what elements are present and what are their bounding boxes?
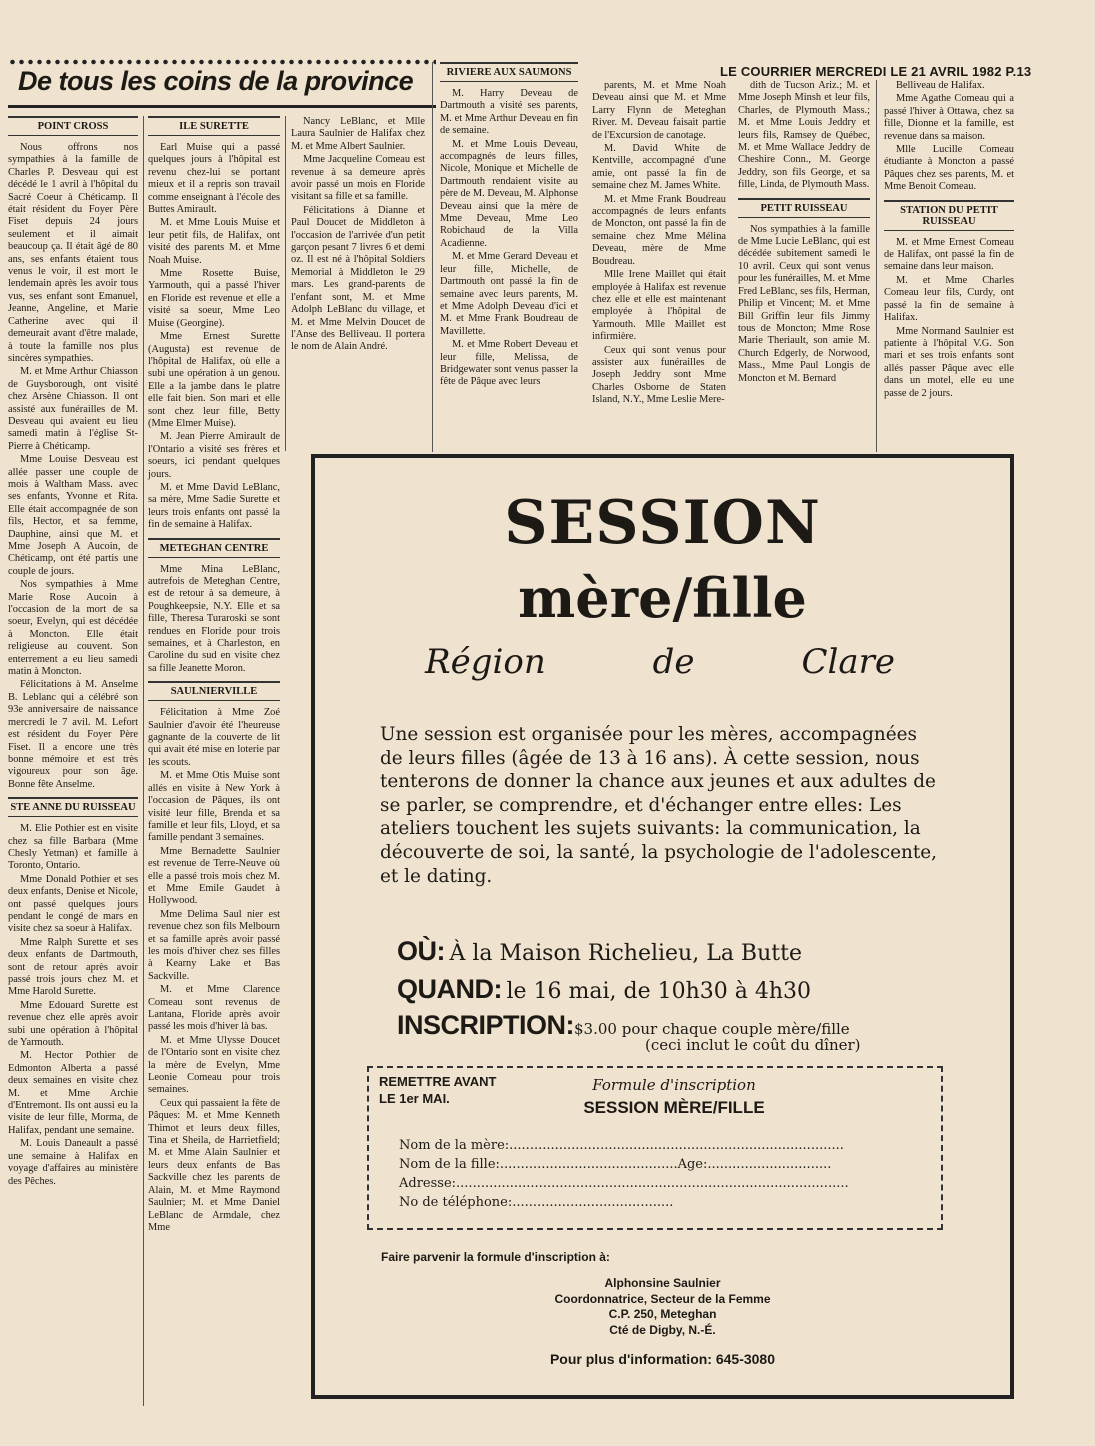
news-paragraph: Mme Edouard Surette est revenue chez elle après avoir subi une opération à l'hôpital de Yarmouth.	[8, 999, 138, 1049]
column-6	[738, 80, 870, 386]
news-paragraph: Nancy LeBlanc, et Mlle Laura Saulnier de Halifax chez M. et Mme Albert Saulnier.	[291, 116, 425, 152]
news-paragraph: M. Elie Pothier est en visite chez sa fille Barbara (Mme Chesly Yetman) et famille à Toronto, Ontario.	[8, 823, 138, 872]
column-2	[148, 116, 280, 1235]
section-heading: STATION DU PETIT RUISSEAU	[884, 200, 1014, 231]
news-paragraph: M. et Mme David LeBlanc, sa mère, Mme Sadie Surette et leurs trois enfants ont passé la fin de semaine à Halifax.	[148, 481, 280, 531]
column-5	[592, 80, 726, 408]
session-ad	[311, 454, 1014, 1399]
section-heading: METEGHAN CENTRE	[148, 538, 280, 558]
news-paragraph: M. et Mme Ernest Comeau de Halifax, ont passé la fin de semaine dans leur maison.	[884, 236, 1014, 273]
news-paragraph: M. et Mme Gerard Deveau et leur fille, Michelle, de Dartmouth ont passé la fin de semaine avec leurs parents, M. et Mme Adolph Deveau d'ici et M. et Mme Frank Boudreau de Mavillette.	[440, 251, 578, 337]
daughter-name-field[interactable]: Nom de la fille:...........................................Age:..............................	[399, 1157, 832, 1172]
section-heading: ILE SURETTE	[148, 116, 280, 136]
news-paragraph: Nos sympathies à Mme Marie Rose Aucoin à l'occasion de la mort de sa soeur, Evelyn, qui est décédée à Moncton. Elle était religieuse au couvent. Son enterrement a eu lieu samedi matin à Moncton.	[8, 579, 138, 678]
mother-name-field[interactable]: Nom de la mère:.................................................................................	[399, 1138, 844, 1153]
news-paragraph: M. et Mme Charles Comeau leur fils, Curdy, ont passé la fin de semaine à Halifax.	[884, 274, 1014, 324]
section-heading: SAULNIERVILLE	[148, 681, 280, 701]
section-heading: RIVIERE AUX SAUMONS	[440, 62, 578, 82]
section-heading: STE ANNE DU RUISSEAU	[8, 797, 138, 817]
news-paragraph: Earl Muise qui a passé quelques jours à l'hôpital est revenu chez-lui se portant mieux et il a repris son travail comme enseignant à l'école des Buttes Amirault.	[148, 142, 280, 216]
ad-body: Une session est organisée pour les mères, accompagnées de leurs filles (âgée de 13 à 16 ans). À cette session, nous tenterons de donner la chance aux jeunes et aux adultes de se parler, se comprendre, et d'échanger entre elles: Les ateliers touchent les sujets suivants: la communication, la découverte de soi, la santé, la psychologie de l'adolescente, et le dating.	[380, 724, 937, 887]
news-paragraph: Mme Rosette Buise, Yarmouth, qui a passé l'hiver en Floride est revenue et elle a visité sa soeur, Mme Leo Muise (Georgine).	[148, 268, 280, 329]
news-paragraph: Nous offrons nos sympathies à la famille de Charles P. Desveau qui est décédé le 1 avril à l'hôpital du Sacré Coeur à Chéticamp. Il était résident du Foyer Père Fiset depuis 24 jours seulement et il aimait beaucoup ça. Il était âgé de 80 ans, ses enfants étaient tous venus le voir, il est mort le lendemain après les avoir tous vus, ses enfant sont Emanuel, Jeanne, Angeline, et Marie Catherine avec qui il demeurait avant d'être malade, à toute la famille nos plus sincères sympathies.	[8, 142, 138, 364]
page-id: LE COURRIER MERCREDI LE 21 AVRIL 1982 P.13	[720, 64, 1032, 79]
news-paragraph: Ceux qui sont venus pour assister aux funérailles de Joseph Jeddry sont Mme Charles Osborne de Staten Island, N.Y., Mme Leslie Mere-	[592, 344, 726, 406]
news-paragraph: Mme Mina LeBlanc, autrefois de Meteghan Centre, est de retour à sa demeure, à Poughkeepsie, N.Y. Elle et sa fille, Theresa Turaroski se sont rendues en Floride pour trois semaines, et à Charleston, en Caroline du sud en visite chez sa fille Jeanette Moron.	[148, 563, 280, 674]
news-paragraph: Félicitations à M. Anselme B. Leblanc qui a célébré son 93e anniversaire de naissance mercredi le 7 avil. M. Lefort est résident du Foyer Père Fiset. Il a encore une très bonne mémoire et est très vigoureux pour son âge. Bonne fête Anselme.	[8, 679, 138, 790]
masthead-rule	[8, 105, 436, 108]
form-subtitle: SESSION MÈRE/FILLE	[583, 1098, 765, 1117]
news-paragraph: parents, M. et Mme Noah Deveau ainsi que M. et Mme Larry Flynn de Meteghan River. M. Deveau faisait partie de l'Excursion de canotage.	[592, 80, 726, 141]
column-rule	[143, 116, 144, 1406]
phone-field[interactable]: No de téléphone:.......................................	[399, 1195, 674, 1210]
news-paragraph: Mme Jacqueline Comeau est revenue à sa demeure après avoir passé un mois en Floride visitant sa fille et sa famille.	[291, 154, 425, 203]
news-paragraph: Mme Delima Saul nier est revenue chez son fils Melbourn et sa famille après avoir passé les mois d'hiver chez ses filles à Kearny Lake et Bas Sackville.	[148, 908, 280, 982]
ad-when: QUAND: le 16 mai, de 10h30 à 4h30	[397, 974, 812, 1004]
ad-registration-note: (ceci inclut le coût du dîner)	[645, 1036, 861, 1054]
news-paragraph: M. et Mme Frank Boudreau accompagnés de leurs enfants de Moncton, ont passé la fin de semaine chez Mme Mélina Deveau, mère de Mme Boudreau.	[592, 193, 726, 267]
registration-form	[367, 1066, 943, 1230]
column-7	[884, 80, 1014, 401]
news-paragraph: Mme Donald Pothier et ses deux enfants, Denise et Nicole, ont passé quelques jours pendant le congé de mars en visite chez sa soeur à Halifax.	[8, 873, 138, 935]
news-paragraph: Mme Ralph Surette et ses deux enfants de Dartmouth, sont de retour après avoir passé trois jours chez M. et Mme Harold Surette.	[8, 936, 138, 998]
news-paragraph: Mme Bernadette Saulnier est revenue de Terre-Neuve où elle a passé trois mois chez M. et Mme Emile Gaudet à Hollywood.	[148, 845, 280, 907]
ad-where: OÙ: À la Maison Richelieu, La Butte	[397, 936, 802, 966]
news-paragraph: M. Harry Deveau de Dartmouth a visité ses parents, M. et Mme Arthur Deveau en fin de semaine.	[440, 88, 578, 137]
news-paragraph: M. Louis Daneault a passé une semaine à Halifax en voyage d'affaires au ministère des Pêches.	[8, 1138, 138, 1187]
news-paragraph: Félicitation à Mme Zoé Saulnier d'avoir été l'heureuse gagnante de la couverte de lit qui avait été mise en loterie par les scouts.	[148, 707, 280, 768]
contact-address: Alphonsine Saulnier Coordonnatrice, Secteur de la Femme C.P. 250, Meteghan Cté de Digby, N.-É.	[554, 1276, 771, 1337]
news-paragraph: Mme Louise Desveau est allée passer une couple de mois à Waltham Mass. avec ses enfants, Yvonne et Rita. Elle était accompagnée de son fils, Hector, et sa femme, Dauphine, ainsi que M. et Mme Joseph A Aucoin, de Chéticamp, ont été partis une couple de jours.	[8, 454, 138, 577]
ad-title: SESSION	[504, 488, 821, 558]
more-info: Pour plus d'information: 645-3080	[549, 1351, 776, 1367]
news-paragraph: Mme Normand Saulnier est patiente à l'hôpital V.G. Son mari et ses trois enfants sont allés passer Pâque avec elle dans un motel, elle eu une passe de 2 jours.	[884, 325, 1014, 399]
news-paragraph: M. et Mme Robert Deveau et leur fille, Melissa, de Bridgewater sont venus passer la fête de Pâque avec leurs	[440, 339, 578, 388]
news-paragraph: M. et Mme Clarence Comeau sont revenus de Lantana, Floride après avoir passé les mois d'hiver là bas.	[148, 984, 280, 1033]
news-paragraph: Nos sympathies à la famille de Mme Lucie LeBlanc, qui est décédée subitement samedi le 10 avril. Ceux qui sont venus pour les funérailles, M. et Mme Fred LeBlanc, ses fils, Herman, Philip et Vincent; M. et Mme Bill Griffin leur fils Jimmy tous de Moncton; Mme Rose Marie Theriault, son amie M. Church Edgerly, de Norwood, Mass., Mme Paul Longis de Moncton et M. Bernard	[738, 223, 870, 384]
ad-subtitle: mère/fille	[518, 566, 807, 630]
news-paragraph: Mme Ernest Surette (Augusta) est revenue de l'hôpital de Halifax, où elle a subi une opération à un genou. Elle a la jambe dans le platre elle fait bien. Son mari et elle sont chez leur fille, Betty (Mme Elmer Muise).	[148, 331, 280, 429]
form-deadline: REMETTRE AVANT LE 1er MAI.	[379, 1074, 497, 1106]
news-paragraph: Belliveau de Halifax.	[896, 80, 985, 91]
column-rule	[876, 80, 877, 452]
news-paragraph: Mme Agathe Comeau qui a passé l'hiver à Ottawa, chez sa fille, Dionne et la famille, est revenue dans sa maison.	[884, 93, 1014, 142]
news-paragraph: Félicitations à Dianne et Paul Doucet de Middleton à l'occasion de l'arrivée d'un petit garçon pesant 7 livres 6 et demi oz. Il est né à l'hôpital Soldiers Memorial à Middleton le 29 mars. Les grand-parents de l'enfant sont, M. et Mme Adolph LeBlanc du village, et M. et Mme Melvin Doucet de l'Anse des Belliveau. Il portera le nom de Alain André.	[291, 204, 425, 353]
section-title: De tous les coins de la province	[18, 66, 414, 96]
address-field[interactable]: Adresse:...............................................................................................	[399, 1176, 849, 1191]
send-to-label: Faire parvenir la formule d'inscription à:	[381, 1250, 610, 1264]
news-paragraph: M. et Mme Ulysse Doucet de l'Ontario sont en visite chez la mère de Evelyn, Mme Leonie Comeau pour trois semaines.	[148, 1034, 280, 1096]
masthead-dots	[8, 58, 436, 66]
news-paragraph: M. et Mme Louis Deveau, accompagnés de leurs filles, Nicole, Monique et Michelle de Dartmouth rendaient visite au père de M. Deveau, M. Alphonse Deveau ainsi que la mère de Mme Deveau, Mme Leo Robichaud de la Villa Acadienne.	[440, 138, 578, 249]
news-paragraph: M. et Mme Arthur Chiasson de Guysborough, ont visité chez Arsène Chiasson. Il ont assisté aux funérailles de M. Desveau qui avaient eu lieu samedi matin à l'église St-Pierre à Chéticamp.	[8, 366, 138, 452]
column-rule	[432, 62, 433, 452]
column-4	[440, 62, 578, 390]
news-paragraph: dith de Tucson Ariz.; M. et Mme Joseph Minsh et leur fils, Charles, de Plymouth Mass.; M. et Mme Louis Jeddry et leurs fils, Ramsey de Québec, M. et Mme Wallace Jeddry de Cheshire Conn., M. George Jeddry, son fils George, et sa fille, Linda, de Plymouth Mass.	[738, 80, 870, 191]
column-rule	[285, 116, 286, 451]
column-3	[291, 116, 425, 355]
ad-region: Région de Clare	[425, 642, 895, 682]
news-paragraph: M. Hector Pothier de Edmonton Alberta a passé deux semaines en visite chez M. et Mme Archie d'Entremont. Ils ont aussi eu la visite de leur fille, Morma, de Halifax, pendant une semaine.	[8, 1050, 138, 1136]
section-heading: PETIT RUISSEAU	[738, 198, 870, 218]
ad-registration: INSCRIPTION:$3.00 pour chaque couple mère/fille	[397, 1010, 850, 1040]
section-heading: POINT CROSS	[8, 116, 138, 136]
form-title: Formule d'inscription	[592, 1076, 756, 1094]
column-1	[8, 116, 138, 1189]
news-paragraph: M. David White de Kentville, accompagné d'une amie, ont passé la fin de semaine chez M. James White.	[592, 143, 726, 192]
news-paragraph: M. et Mme Louis Muise et leur petit fils, de Halifax, ont visité des parents M. et Mme Noah Muise.	[148, 217, 280, 266]
news-paragraph: M. et Mme Otis Muise sont allés en visite à New York à l'occasion de Pâques, ils ont visité leur fille, Brenda et sa famille et leur fils, Lloyd, et sa famille pendant 3 semaines.	[148, 770, 280, 844]
news-paragraph: Ceux qui passaient la fête de Pâques: M. et Mme Kenneth Thimot et leurs deux filles, Tina et Sheila, de Harrietfield; M. et Mme Alain Saulnier et leurs deux enfants de Bas Sackville chez les parents de Alain, M. et Mme Raymond Saulnier; M. et Mme Daniel LeBlanc de Armdale, chez Mme	[148, 1097, 280, 1233]
news-paragraph: M. Jean Pierre Amirault de l'Ontario a visité ses frères et soeurs, ici pendant quelques jours.	[148, 431, 280, 480]
news-paragraph: Mlle Irene Maillet qui était employée à Halifax est revenue chez elle et elle est maintenant employée à l'hôpital de Yarmouth. Mlle Maillet est infirmière.	[592, 269, 726, 343]
news-paragraph: Mlle Lucille Comeau étudiante à Moncton a passé Pâques chez ses parents, M. et Mme Benoit Comeau.	[884, 144, 1014, 193]
